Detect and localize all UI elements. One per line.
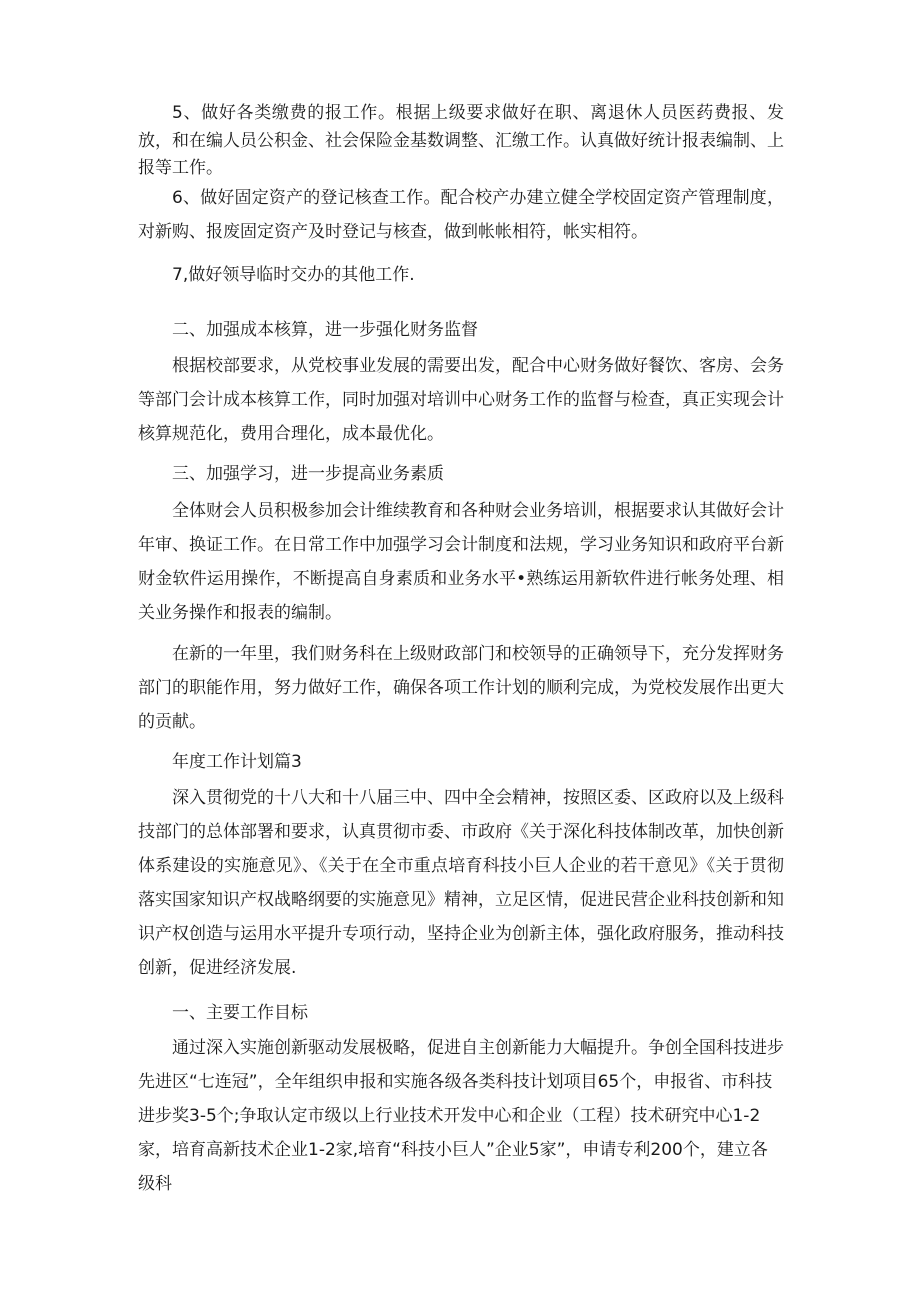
paragraph-cost-accounting: 根据校部要求，从党校事业发展的需要出发，配合中心财务做好餐饮、客房、会务等部门会计成本核算工作，同时加强对培训中心财务工作的监督与检查，真正实现会计核算规范化，费用合理化，成本最优化。 xyxy=(138,356,784,444)
paragraph-implement-spirit: 深入贯彻党的十八大和十八届三中、四中全会精神，按照区委、区政府以及上级科技部门的总体部署和要求，认真贯彻市委、市政府《关于深化科技体制改革，加快创新体系建设的实施意见》、《关于在全市重点培育科技小巨人企业的若干意见》《关于贯彻落实国家知识产权战略纲要的实施意见》精神，立足区情，促进民营企业科技创新和知识产权创造与运用水平提升专项行动，坚持企业为创新主体，强化政府服务，推动科技创新，促进经济发展. xyxy=(138,788,784,978)
paragraph-training: 全体财会人员积极参加会计维续教育和各种财会业务培训，根据要求认其做好会计年审、换证工作。在日常工作中加强学习会计制度和法规，学习业务知识和政府平台新财金软件运用操作，不断提高自身素质和业务水平•熟练运用新软件进行帐务处理、相关业务操作和报表的编制。 xyxy=(138,501,784,623)
paragraph-new-year: 在新的一年里，我们财务科在上级财政部门和校领导的正确领导下，充分发挥财务部门的职能作用，努力做好工作，确保各项工作计划的顺利完成，为党校发展作出更大的贡献。 xyxy=(138,644,784,732)
section-heading-3: 三、加强学习，进一步提高业务素质 xyxy=(172,464,444,484)
paragraph-item-6: 6、做好固定资产的登记核查工作。配合校产办建立健全学校固定资产管理制度，对新购、报废固定资产及时登记与核查，做到帐帐相符，帐实相符。 xyxy=(138,188,784,242)
paragraph-item-7: 7,做好领导临时交办的其他工作. xyxy=(172,265,415,285)
section-heading-2: 二、加强成本核算，进一步强化财务监督 xyxy=(172,320,478,340)
paragraph-item-5: 5、做好各类缴费的报工作。根据上级要求做好在职、离退休人员医药费报、发放，和在编人员公积金、社会保险金基数调整、汇缴工作。认真做好统计报表编制、上报等工作。 xyxy=(138,103,784,178)
section-heading-goals: 一、主要工作目标 xyxy=(172,1003,308,1023)
section-title-plan-3: 年度工作计划篇3 xyxy=(172,752,302,772)
paragraph-goals: 通过深入实施创新驱动发展极略，促进自主创新能力大幅提升。争创全国科技进步先进区“七连冠”，全年组织申报和实施各级各类科技计划项目65个，申报省、市科技进步奖3-5个;争取认定市级以上行业技术开发中心和企业（工程）技术研究中心1-2家，培育高新技术企业1-2家,培育“科技小巨人”企业5家”，申请专利200个，建立各级科 xyxy=(138,1038,784,1194)
